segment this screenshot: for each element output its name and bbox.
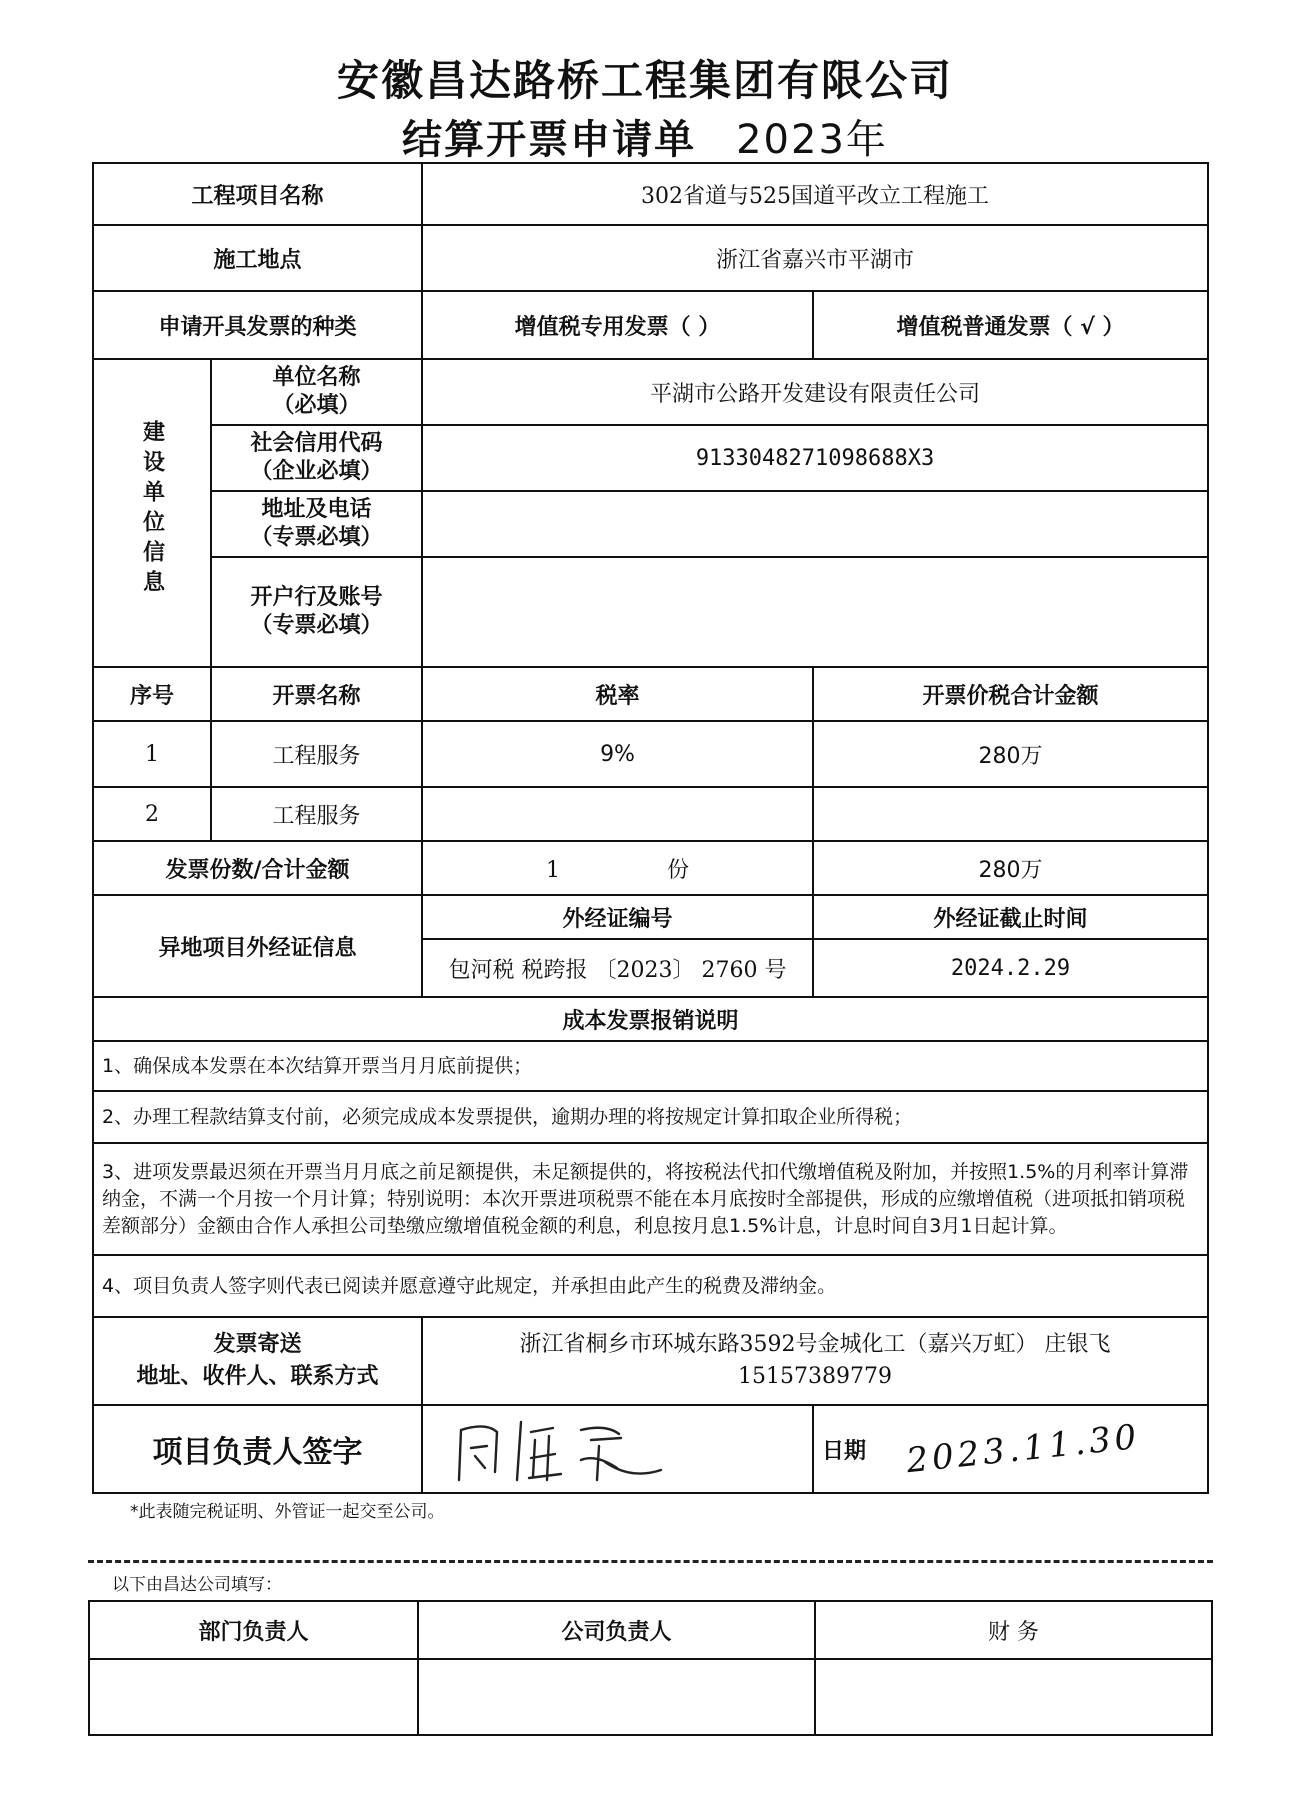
note-row [93,1255,1208,1317]
delivery-label [93,1317,422,1405]
note-item: 2、办理工程款结算支付前，必须完成成本发票提供，逾期办理的将按规定计算扣取企业所得税； [93,1091,1208,1143]
company-head-sign-cell [418,1659,815,1735]
totals-label: 发票份数/合计金额 [93,841,422,895]
delivery-label-line2: 地址、收件人、联系方式 [136,1364,379,1389]
form-title-text: 结算开票申请单 [402,117,697,163]
row-name: 工程服务 [211,787,422,841]
dept-head-header: 部门负责人 [89,1601,418,1659]
totals-amount: 280万 [813,841,1208,895]
row-no: 1 [93,721,211,787]
items-header-row [93,667,1208,721]
credit-code-value: 9133048271098688X3 [422,425,1208,491]
row-amount: 280万 [813,721,1208,787]
date-label: 日期 [822,1438,867,1464]
note-row [93,1041,1208,1091]
header-name: 开票名称 [211,667,422,721]
unit-name-title: 单位名称 [272,365,361,390]
signature-label: 项目负责人签字 [93,1405,422,1493]
table-row [93,787,1208,841]
note-row [93,1091,1208,1143]
row-rate: 9% [422,721,813,787]
table-row [93,721,1208,787]
project-name-label: 工程项目名称 [93,163,422,225]
invoice-type-label: 申请开具发票的种类 [93,291,422,359]
unit-name-label [211,359,422,425]
normal-invoice-option: 增值税普通发票（ √ ） [813,291,1208,359]
note-item: 3、进项发票最迟须在开票当月月底之前足额提供，未足额提供的，将按税法代扣代缴增值税及附加，并按照1.5%的月利率计算滞纳金，不满一个月按一个月计算；特别说明：本次开票进项税票不能在本月底按时全部提供，形成的应缴增值税（进项抵扣销项税差额部分）金额由合作人承担公司垫缴应缴增值税金额的利息，利息按月息1.5%计息，计息时间自3月1日起计算。 [93,1143,1208,1255]
bank-row [93,557,1208,667]
footnote: *此表随完税证明、外管证一起交至公司。 [130,1502,445,1522]
location-value: 浙江省嘉兴市平湖市 [422,225,1208,291]
form-year: 2023年 [736,117,888,163]
credit-code-row [93,425,1208,491]
finance-sign-cell [815,1659,1212,1735]
totals-copies [422,841,813,895]
cert-number-header: 外经证编号 [422,895,813,939]
address-title: 地址及电话 [261,497,372,522]
approval-sign-row [89,1659,1212,1735]
unit-name-row [93,359,1208,425]
builder-info-label [93,359,211,667]
approval-header-row [89,1601,1212,1659]
copies-unit: 份 [667,857,690,883]
header-amount: 开票价税合计金额 [813,667,1208,721]
builder-info-text: 建设单位信息 [139,420,165,600]
note-row [93,1143,1208,1255]
delivery-address: 浙江省桐乡市环城东路3592号金城化工（嘉兴万虹） 庄银飞 [519,1332,1111,1357]
bank-value [422,557,1208,667]
company-fill-intro: 以下由昌达公司填写： [112,1575,282,1595]
dept-head-sign-cell [89,1659,418,1735]
delivery-phone: 15157389779 [738,1364,892,1389]
row-amount [813,787,1208,841]
finance-header: 财 务 [815,1601,1212,1659]
special-invoice-option: 增值税专用发票（ ） [422,291,813,359]
copies-count: 1 [546,857,560,883]
row-no: 2 [93,787,211,841]
cost-notes-title: 成本发票报销说明 [93,997,1208,1041]
bank-note: （专票必填） [250,613,383,638]
location-row [93,225,1208,291]
totals-row [93,841,1208,895]
company-name: 安徽昌达路桥工程集团有限公司 [336,56,953,105]
address-note: （专票必填） [250,525,383,550]
note-item: 4、项目负责人签字则代表已阅读并愿意遵守此规定，并承担由此产生的税费及滞纳金。 [93,1255,1208,1317]
invoice-type-row [93,291,1208,359]
form-title [0,108,1290,165]
external-cert-header-row [93,895,1208,939]
application-form [92,162,1209,1494]
credit-code-note: （企业必填） [250,459,383,484]
project-name-row [93,163,1208,225]
address-row [93,491,1208,557]
cut-line [88,1560,1213,1563]
project-name-value: 302省道与525国道平改立工程施工 [422,163,1208,225]
cost-notes-title-row [93,997,1208,1041]
address-value [422,491,1208,557]
external-cert-label: 异地项目外经证信息 [93,895,422,997]
credit-code-title: 社会信用代码 [250,431,383,456]
unit-name-note: （必填） [272,393,361,418]
signature-field [422,1405,813,1493]
delivery-value [422,1317,1208,1405]
header-rate: 税率 [422,667,813,721]
delivery-label-line1: 发票寄送 [213,1332,302,1357]
credit-code-label [211,425,422,491]
header-no: 序号 [93,667,211,721]
cert-deadline-value: 2024.2.29 [813,939,1208,997]
signature-row [93,1405,1208,1493]
delivery-row [93,1317,1208,1405]
bank-title: 开户行及账号 [250,585,383,610]
unit-name-value: 平湖市公路开发建设有限责任公司 [422,359,1208,425]
location-label: 施工地点 [93,225,422,291]
cert-number-value: 包河税 税跨报 〔2023〕 2760 号 [422,939,813,997]
row-name: 工程服务 [211,721,422,787]
bank-label [211,557,422,667]
note-item: 1、确保成本发票在本次结算开票当月月底前提供； [93,1041,1208,1091]
date-field [813,1405,1208,1493]
cert-deadline-header: 外经证截止时间 [813,895,1208,939]
row-rate [422,787,813,841]
company-head-header: 公司负责人 [418,1601,815,1659]
handwritten-signature [431,1410,691,1488]
address-label [211,491,422,557]
company-approval-table [88,1600,1213,1736]
signed-date: 2023.11.30 [904,1416,1143,1482]
